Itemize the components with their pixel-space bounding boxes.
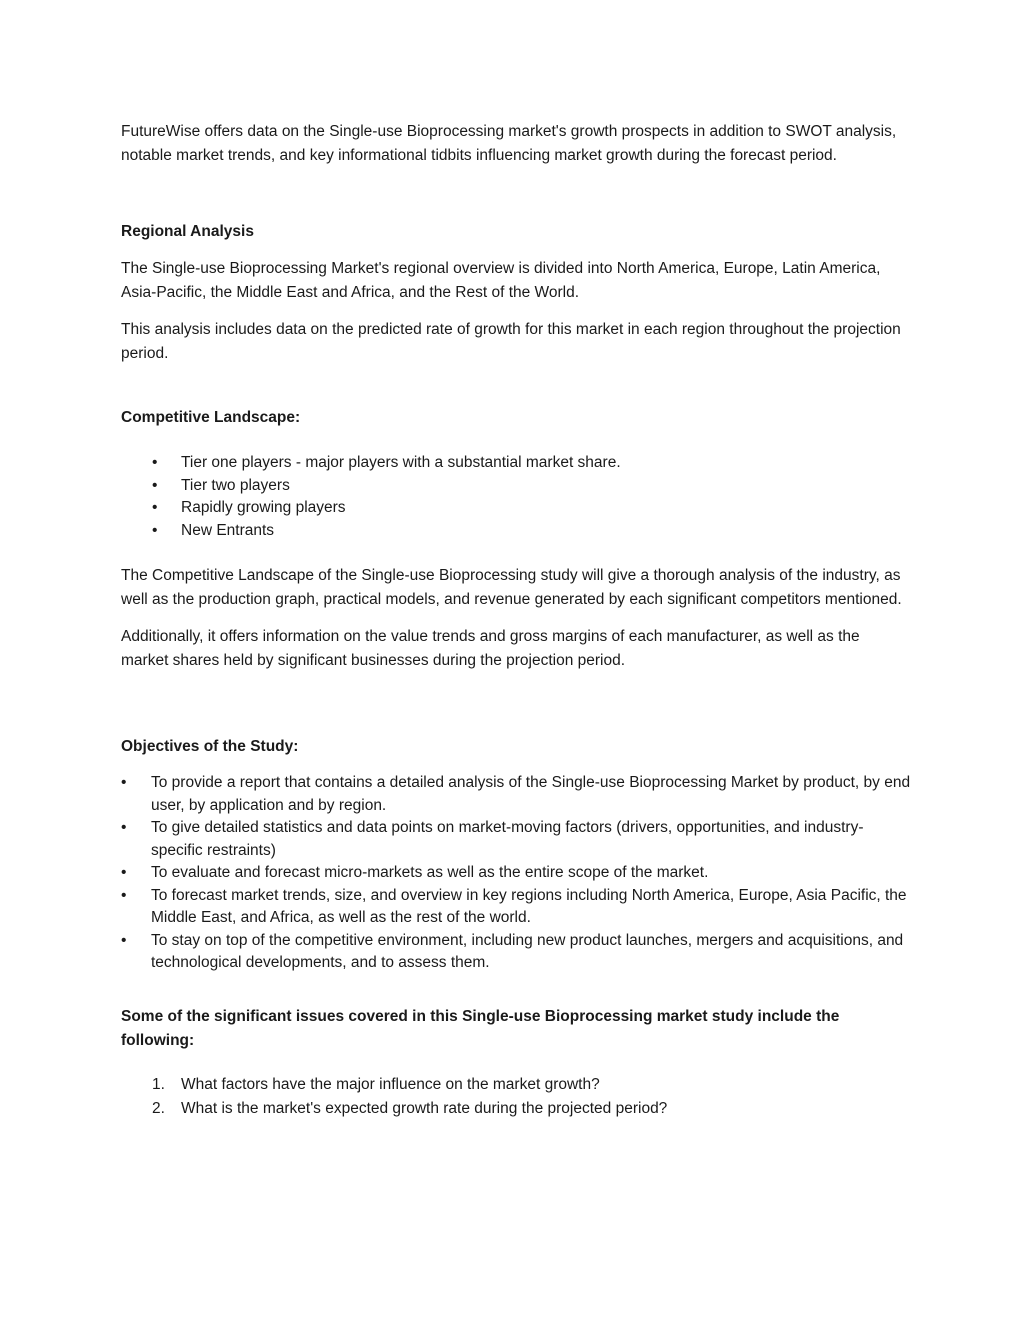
list-item: • Tier one players - major players with a substantial market share.: [121, 452, 911, 475]
bullet-icon: •: [152, 454, 158, 471]
list-item: • Rapidly growing players: [121, 497, 911, 520]
bullet-icon: •: [121, 886, 127, 904]
bullet-icon: •: [121, 864, 127, 881]
intro-paragraph: FutureWise offers data on the Single-use Bioprocessing market's growth prospects in addition to SWOT analysis, notable market trends, and key informational tidbits influencing market growth during the forecast period.: [121, 123, 897, 164]
regional-paragraph-2: This analysis includes data on the predicted rate of growth for this market in each region throughout the projection period.: [121, 321, 901, 362]
list-item: 1. What factors have the major influence on the market growth?: [121, 1073, 911, 1097]
bullet-icon: •: [121, 774, 127, 791]
bullet-icon: •: [152, 521, 158, 539]
bullet-icon: •: [121, 819, 127, 836]
issues-heading: Some of the significant issues covered in this Single-use Bioprocessing market study include the following:: [121, 1007, 840, 1049]
competitive-landscape-heading: Competitive Landscape:: [121, 409, 301, 426]
competitive-paragraph-1: The Competitive Landscape of the Single-use Bioprocessing study will give a thorough analysis of the industry, as well as the production graph, practical models, and revenue generated by each significant competitors mentioned.: [121, 567, 902, 608]
competitive-paragraph-2: Additionally, it offers information on the value trends and gross margins of each manufacturer, as well as the market shares held by significant businesses during the projection period.: [121, 628, 860, 669]
regional-paragraph-1: The Single-use Bioprocessing Market's regional overview is divided into North America, Europe, Latin America, Asia-Pacific, the Middle East and Africa, and the Rest of the World.: [121, 260, 881, 301]
list-item: • To forecast market trends, size, and overview in key regions including North America, Europe, Asia Pacific, the Middle East, and Africa, as well as the rest of the world.: [121, 886, 907, 926]
list-item: • To provide a report that contains a detailed analysis of the Single-use Bioprocessing Market by product, by end user, by application and by region.: [121, 774, 911, 814]
list-number: 2.: [152, 1099, 165, 1117]
list-item: 2. What is the market's expected growth rate during the projected period?: [121, 1097, 911, 1121]
document-page: [121, 120, 911, 1121]
list-number: 1.: [152, 1075, 165, 1093]
issues-list: [121, 1073, 911, 1121]
objectives-list: [121, 772, 911, 975]
list-item: • New Entrants: [121, 520, 911, 543]
bullet-icon: •: [121, 931, 127, 949]
list-item: • To give detailed statistics and data points on market-moving factors (drivers, opportunities, and industry-specific restraints): [121, 819, 864, 859]
bullet-icon: •: [152, 476, 158, 494]
list-item: • To stay on top of the competitive environment, including new product launches, mergers and acquisitions, and technological developments, and to assess them.: [121, 931, 904, 971]
list-item: • Tier two players: [121, 475, 911, 498]
bullet-icon: •: [152, 499, 158, 516]
regional-analysis-heading: Regional Analysis: [121, 223, 254, 240]
competitive-player-list: [121, 452, 911, 542]
list-item: • To evaluate and forecast micro-markets as well as the entire scope of the market.: [121, 862, 911, 885]
objectives-heading: Objectives of the Study:: [121, 738, 299, 755]
